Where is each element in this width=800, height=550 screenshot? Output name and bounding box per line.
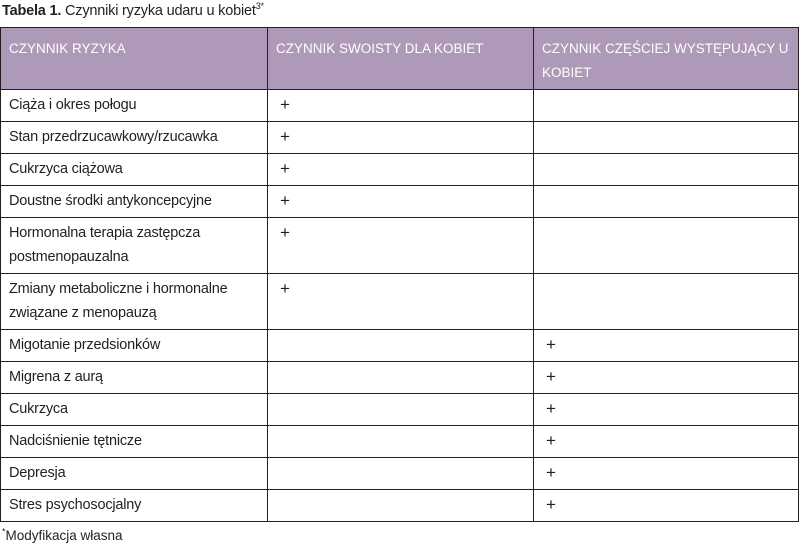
footnote-text: Modyfikacja własna	[5, 528, 123, 543]
risk-factor-cell: Zmiany metaboliczne i hormonalne związane z menopauzą	[1, 274, 268, 330]
frequent-mark-cell	[534, 186, 799, 218]
specific-mark-cell: +	[268, 274, 534, 330]
risk-factor-cell: Depresja	[1, 458, 268, 490]
risk-factor-cell: Ciąża i okres połogu	[1, 90, 268, 122]
table-row	[1, 394, 799, 426]
table-row	[1, 362, 799, 394]
frequent-mark-cell	[534, 90, 799, 122]
risk-factor-cell: Nadciśnienie tętnicze	[1, 426, 268, 458]
table-body	[1, 90, 799, 522]
risk-factor-cell: Doustne środki antykoncepcyjne	[1, 186, 268, 218]
risk-factor-cell: Migotanie przedsionków	[1, 330, 268, 362]
frequent-mark-cell: +	[534, 426, 799, 458]
table-row	[1, 490, 799, 522]
frequent-mark-cell: +	[534, 490, 799, 522]
table-row	[1, 218, 799, 274]
table-header-row	[1, 28, 799, 90]
footnote-mark: *	[2, 526, 6, 537]
specific-mark-cell: +	[268, 90, 534, 122]
risk-factor-cell: Hormonalna terapia zastępcza postmenopauzalna	[1, 218, 268, 274]
specific-mark-cell: +	[268, 154, 534, 186]
specific-mark-cell	[268, 330, 534, 362]
specific-mark-cell: +	[268, 186, 534, 218]
specific-mark-cell	[268, 426, 534, 458]
table-caption	[2, 3, 264, 19]
table-number: Tabela 1.	[2, 3, 62, 19]
table-row	[1, 186, 799, 218]
header-specific-factor: CZYNNIK SWOISTY DLA KOBIET	[268, 28, 534, 90]
frequent-mark-cell	[534, 274, 799, 330]
footnote	[2, 528, 123, 543]
risk-factor-cell: Cukrzyca ciążowa	[1, 154, 268, 186]
header-risk-factor: CZYNNIK RYZYKA	[1, 28, 268, 90]
frequent-mark-cell: +	[534, 362, 799, 394]
risk-factor-cell: Migrena z aurą	[1, 362, 268, 394]
specific-mark-cell	[268, 394, 534, 426]
reference-marker: 3*	[255, 1, 264, 12]
risk-factor-cell: Stres psychosocjalny	[1, 490, 268, 522]
specific-mark-cell: +	[268, 218, 534, 274]
specific-mark-cell	[268, 362, 534, 394]
table-title: Czynniki ryzyka udaru u kobiet	[65, 3, 256, 19]
risk-factors-table	[0, 27, 799, 522]
table-row	[1, 90, 799, 122]
table-row	[1, 426, 799, 458]
frequent-mark-cell	[534, 122, 799, 154]
frequent-mark-cell	[534, 218, 799, 274]
risk-factor-cell: Cukrzyca	[1, 394, 268, 426]
frequent-mark-cell	[534, 154, 799, 186]
risk-factor-cell: Stan przedrzucawkowy/rzucawka	[1, 122, 268, 154]
specific-mark-cell	[268, 458, 534, 490]
specific-mark-cell	[268, 490, 534, 522]
table-row	[1, 458, 799, 490]
table-row	[1, 154, 799, 186]
header-frequent-factor: CZYNNIK CZĘŚCIEJ WYSTĘPUJĄCY U KOBIET	[534, 28, 799, 90]
frequent-mark-cell: +	[534, 330, 799, 362]
table-row	[1, 274, 799, 330]
table-row	[1, 330, 799, 362]
frequent-mark-cell: +	[534, 458, 799, 490]
frequent-mark-cell: +	[534, 394, 799, 426]
specific-mark-cell: +	[268, 122, 534, 154]
table-row	[1, 122, 799, 154]
